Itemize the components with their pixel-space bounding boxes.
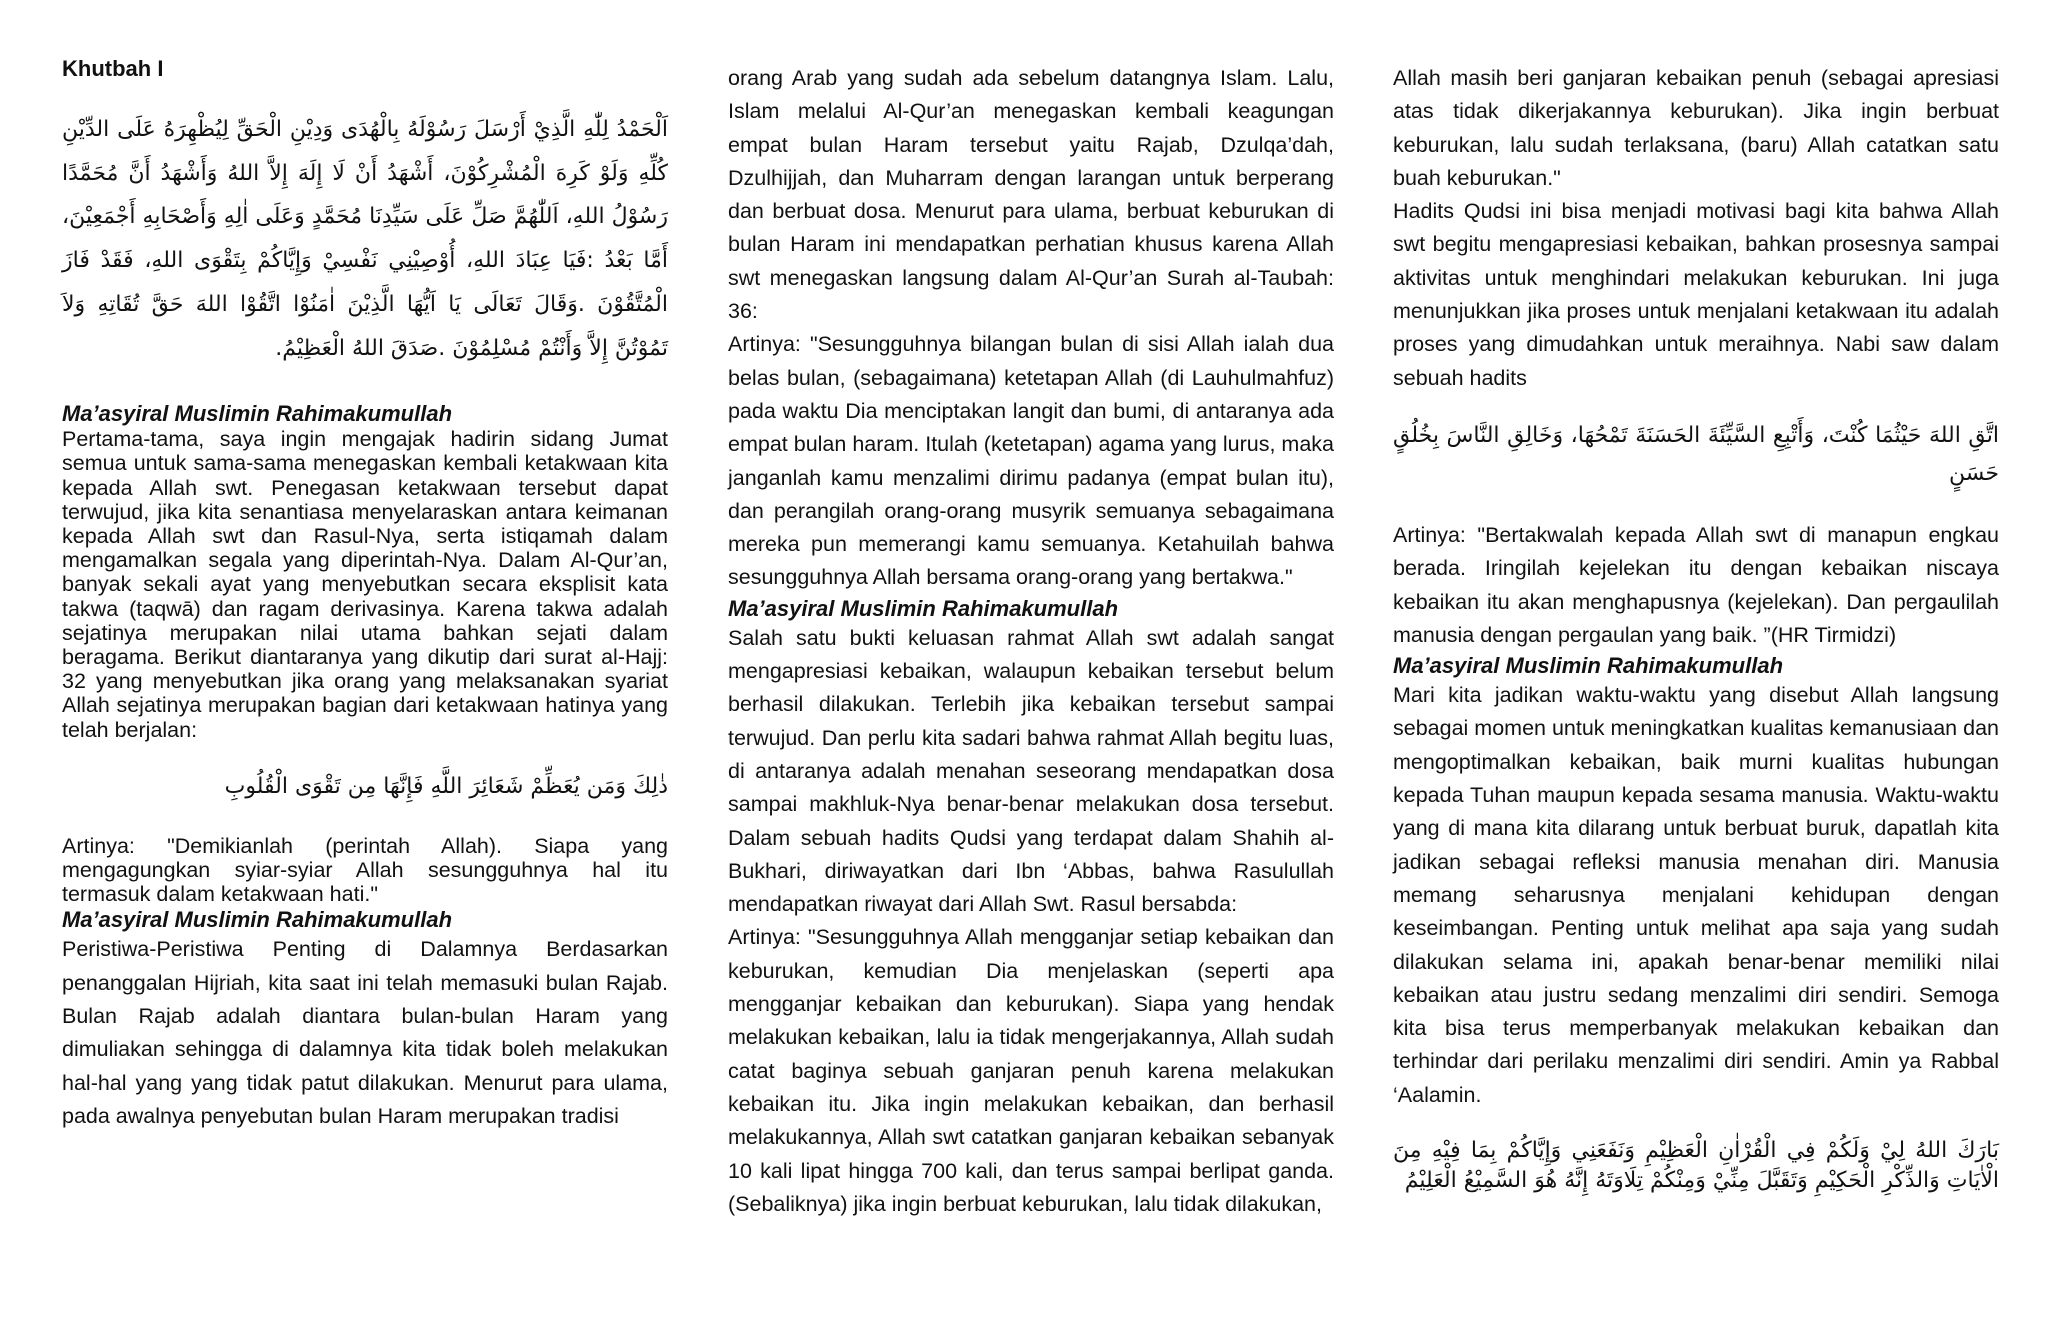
section-heading: Ma’asyiral Muslimin Rahimakumullah	[62, 401, 453, 427]
paragraph: Salah satu bukti keluasan rahmat Allah swt adalah sangat mengapresiasi kebaikan, walaupun kebaikan tersebut belum berhasil dilakukan. Terlebih jika kebaikan tersebut sampai terwujud. Dan perlu kita sadari bahwa rahmat Allah begitu luas, di antaranya adalah menahan seseorang mendapatkan dosa sampai makhluk-Nya benar-benar melakukan dosa tersebut. Dalam sebuah hadits Qudsi yang terdapat dalam Shahih al-Bukhari, diriwayatkan dari Ibn ‘Abbas, bahwa Rasulullah mendapatkan riwayat dari Allah Swt. Rasul bersabda:	[728, 625, 1334, 917]
translation-paragraph: Artinya: "Sesungguhnya bilangan bulan di sisi Allah ialah dua belas bulan, (sebagaimana) ketetapan Allah (di Lauhulmahfuz) pada waktu Dia menciptakan langit dan bumi, di antaranya ada empat bulan haram. Itulah (ketetapan) agama yang lurus, maka janganlah kamu menzalimi dirimu padanya (empat bulan itu), dan perangilah orang-orang musyrik semuanya sebagaimana mereka pun memerangi kamu semuanya. Ketahuilah bahwa sesungguhnya Allah bersama orang-orang yang bertakwa."	[728, 332, 1334, 590]
section-heading: Ma’asyiral Muslimin Rahimakumullah	[62, 907, 453, 933]
khutbah-title: Khutbah I	[62, 56, 164, 81]
translation-paragraph: Artinya: "Bertakwalah kepada Allah swt di manapun engkau berada. Iringilah kejelekan itu dengan kebaikan niscaya kebaikan itu akan menghapusnya (kejelekan). Dan pergaulilah manusia dengan pergaulan yang baik. ”(HR Tirmidzi)	[1393, 522, 1999, 647]
opening-arabic-text: اَلْحَمْدُ لِلّٰهِ الَّذِيْ أَرْسَلَ رَسُوْلَهُ بِالْهُدَى وَدِيْنِ الْحَقِّ لِيُظْهِرَهُ عَلَى الدِّيْنِ كُلِّهِ وَلَوْ كَرِهَ الْمُشْرِكُوْنَ، أَشْهَدُ أَنْ لَا إِلَهَ إِلاَّ اللهُ وَأَشْهَدُ أَنَّ مُحَمَّدًا رَسُوْلُ اللهِ، اَللّٰهُمَّ صَلِّ عَلَى سَيِّدِنَا مُحَمَّدٍ وَعَلَى اٰلِهِ وَأَصْحَابِهِ أَجْمَعِيْنَ، أَمَّا بَعْدُ :فَيَا عِبَادَ اللهِ، أُوْصِيْنِي نَفْسِيْ وَإِيَّاكُمْ بِتَقْوَى اللهِ، فَقَدْ فَازَ الْمُتَّقُوْنَ .وَقَالَ تَعَالَى يَا اَيُّهَا الَّذِيْنَ اٰمَنُوْا اتَّقُوْا اللهَ حَقَّ تُقَاتِهِ وَلاَ تَمُوْتُنَّ إِلاَّ وَأَنْتُمْ مُسْلِمُوْنَ .صَدَقَ اللهُ الْعَظِيْمُ.	[62, 117, 668, 361]
column-2	[728, 62, 1334, 1221]
translation-paragraph: Artinya: "Sesungguhnya Allah mengganjar setiap kebaikan dan keburukan, kemudian Dia menjelaskan (seperti apa mengganjar kebaikan dan keburukan). Siapa yang hendak melakukan kebaikan, lalu ia tidak mengerjakannya, Allah sudah catat baginya sebuah ganjaran penuh karena melakukan kebaikan itu. Jika ingin melakukan kebaikan, dan berhasil melakukannya, Allah swt catatkan ganjaran kebaikan sebanyak 10 kali lipat hingga 700 kali, dan terus sampai berlipat ganda. (Sebaliknya) jika ingin berbuat keburukan, lalu tidak dilakukan,	[728, 925, 1334, 1216]
paragraph: Pertama-tama, saya ingin mengajak hadirin sidang Jumat semua untuk sama-sama menegaskan kembali ketakwaan kita kepada Allah swt. Penegasan ketakwaan tersebut dapat terwujud, jika kita senantiasa menyelaraskan antara keimanan kepada Allah swt dan Rasul-Nya, serta istiqamah dalam mengamalkan segala yang diperintah-Nya. Dalam Al-Qur’an, banyak sekali ayat yang menyebutkan secara eksplisit kata takwa (taqwā) dan ragam derivasinya. Karena takwa adalah sejatinya merupakan nilai utama bahkan sejati dalam beragama. Berikut diantaranya yang dikutip dari surat al-Hajj: 32 yang menyebutkan jika orang yang melaksanakan syariat Allah sejatinya merupakan bagian dari ketakwaan hatinya yang telah berjalan:	[62, 427, 668, 742]
quran-verse-arabic: ذٰلِكَ وَمَن يُعَظِّمْ شَعَائِرَ اللَّهِ فَإِنَّهَا مِن تَقْوَى الْقُلُوبِ	[224, 773, 668, 799]
column-1	[62, 56, 668, 1133]
closing-arabic-prayer: بَارَكَ اللهُ لِيْ وَلَكُمْ فِي الْقُرْاٰنِ الْعَظِيْمِ وَنَفَعَنِي وَإِيَّاكُمْ بِمَا فِيْهِ مِنَ الْاٰيَاتِ وَالذِّكْرِ الْحَكِيْمِ وَتَقَبَّلَ مِنِّيْ وَمِنْكُمْ تِلَاوَتَهُ إِنَّهُ هُوَ السَّمِيْعُ الْعَلِيْمُ	[1393, 1138, 1999, 1194]
column-3	[1393, 62, 1999, 1196]
translation-paragraph: Artinya: "Demikianlah (perintah Allah). Siapa yang mengagungkan syiar-syiar Allah sesungguhnya hal itu termasuk dalam ketakwaan hati."	[62, 833, 668, 907]
section-heading: Ma’asyiral Muslimin Rahimakumullah	[728, 595, 1119, 621]
hadith-arabic: اتَّقِ اللهَ حَيْثُمَا كُنْتَ، وَأَتْبِعِ السَّيِّئَةَ الحَسَنَةَ تَمْحُهَا، وَخَالِقِ النَّاسَ بِخُلُقٍ حَسَنٍ	[1393, 422, 1999, 486]
paragraph: Hadits Qudsi ini bisa menjadi motivasi bagi kita bahwa Allah swt begitu mengapresiasi kebaikan, bahkan prosesnya sampai aktivitas untuk menghindari melakukan keburukan. Ini juga menunjukkan jika proses untuk menjalani ketakwaan itu adalah proses yang dimudahkan untuk meraihnya. Nabi saw dalam sebuah hadits	[1393, 199, 1999, 390]
paragraph: Peristiwa-Peristiwa Penting di Dalamnya Berdasarkan penanggalan Hijriah, kita saat ini telah memasuki bulan Rajab. Bulan Rajab adalah diantara bulan-bulan Haram yang dimuliakan sehingga di dalamnya kita tidak boleh melakukan hal-hal yang yang tidak patut dilakukan. Menurut para ulama, pada awalnya penyebutan bulan Haram merupakan tradisi	[62, 937, 668, 1128]
paragraph: Allah masih beri ganjaran kebaikan penuh (sebagai apresiasi atas tidak dikerjakannya keburukan). Jika ingin berbuat keburukan, lalu sudah terlaksana, (baru) Allah catatkan satu buah keburukan."	[1393, 66, 1999, 190]
paragraph: orang Arab yang sudah ada sebelum datangnya Islam. Lalu, Islam melalui Al-Qur’an menegaskan kembali keagungan empat bulan Haram tersebut yaitu Rajab, Dzulqa’dah, Dzulhijjah, dan Muharram dengan larangan untuk berperang dan berbuat dosa. Menurut para ulama, berbuat keburukan di bulan Haram ini mendapatkan perhatian khusus karena Allah swt menegaskan langsung dalam Al-Qur’an Surah al-Taubah: 36:	[728, 66, 1334, 324]
paragraph: Mari kita jadikan waktu-waktu yang disebut Allah langsung sebagai momen untuk meningkatkan kualitas kemanusiaan dan mengoptimalkan kebaikan, baik murni kualitas hubungan kepada Tuhan maupun kepada sesama manusia. Waktu-waktu yang di mana kita dilarang untuk berbuat buruk, dapatlah kita jadikan sebagai refleksi manusia menahan diri. Manusia memang seharusnya menjalani kehidupan dengan keseimbangan. Penting untuk melihat apa saja yang sudah dilakukan selama ini, apakah benar-benar memiliki nilai kebaikan atau justru sedang menzalimi diri sendiri. Semoga kita bisa terus memperbanyak melakukan kebaikan dan terhindar dari perilaku menzalimi diri sendiri. Amin ya Rabbal ‘Aalamin.	[1393, 683, 1999, 1107]
section-heading: Ma’asyiral Muslimin Rahimakumullah	[1393, 653, 1784, 679]
